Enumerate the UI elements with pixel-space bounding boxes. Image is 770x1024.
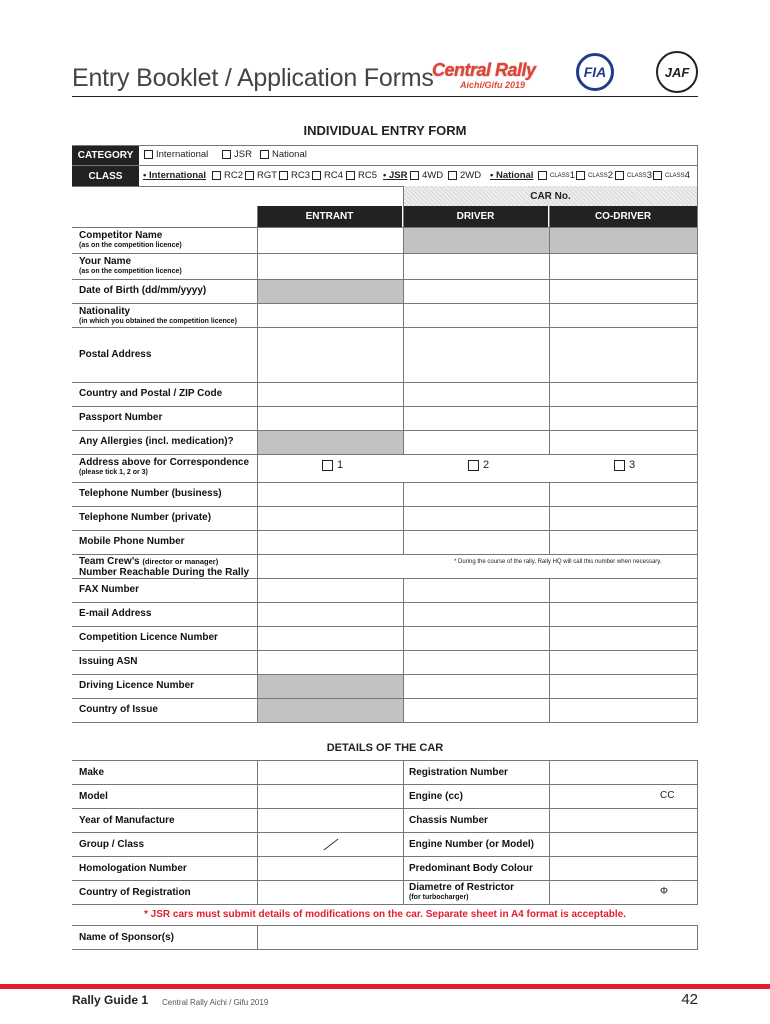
input-cell[interactable] [258, 603, 402, 625]
correspondence-option-1[interactable] [322, 459, 343, 471]
car-input-cell[interactable] [550, 833, 697, 855]
page-number: 42 [681, 991, 698, 1008]
page-title: Entry Booklet / Application Forms [72, 64, 434, 92]
category-option-label: National [272, 149, 307, 160]
input-cell[interactable] [404, 254, 548, 278]
class-group-jsr [383, 170, 410, 181]
input-cell[interactable] [258, 407, 402, 429]
category-option-1[interactable] [222, 149, 252, 160]
checkbox-icon[interactable] [312, 171, 321, 180]
footer-subtitle: Central Rally Aichi / Gifu 2019 [162, 998, 269, 1007]
input-cell[interactable] [550, 254, 697, 278]
car-col-line [257, 760, 258, 904]
field-label-text: Date of Birth (dd/mm/yyyy) [79, 285, 207, 296]
car-field-label-right-0 [409, 767, 508, 778]
input-cell[interactable] [404, 483, 548, 505]
input-cell[interactable] [550, 304, 697, 326]
car-row-line [72, 904, 698, 905]
category-option-label: JSR [234, 149, 252, 160]
disabled-cell [258, 431, 403, 454]
sponsor-line [72, 949, 698, 950]
car-field-label-right-4 [409, 863, 533, 874]
input-cell[interactable] [550, 280, 697, 302]
input-cell[interactable] [404, 431, 548, 453]
field-label-text: Passport Number [79, 412, 163, 423]
footer-bar [0, 984, 770, 989]
jsr-note: * JSR cars must submit details of modifications on the car. Separate sheet in A4 format is acceptable. [144, 909, 626, 920]
field-label-5 [79, 388, 222, 399]
fia-logo-text: FIA [583, 64, 607, 80]
field-label-text: Competitor Name [79, 230, 163, 241]
class-option-rc3[interactable] [279, 170, 310, 181]
field-label-text: Competition Licence Number [79, 632, 218, 643]
class-group-international [143, 170, 209, 181]
disabled-cell [258, 280, 403, 303]
disabled-cell [404, 228, 549, 253]
title-divider [72, 96, 698, 97]
jaf-logo [656, 51, 698, 93]
footer-title: Rally Guide 1 [72, 993, 149, 1007]
car-field-right-text: Predominant Body Colour [409, 863, 533, 874]
class-option-4wd[interactable] [410, 170, 443, 181]
car-field-right-text: Engine (cc) [409, 791, 463, 802]
car-field-label-5: Country of Registration [79, 887, 191, 898]
class-option-rc2[interactable] [212, 170, 243, 181]
input-cell[interactable] [404, 627, 548, 649]
class-option-national-1[interactable] [538, 170, 575, 181]
car-col-line [549, 760, 550, 904]
class-prefix: CLASS [550, 172, 570, 179]
form-title: INDIVIDUAL ENTRY FORM [303, 123, 467, 138]
input-cell[interactable] [258, 383, 402, 405]
class-label: CLASS [72, 166, 139, 186]
field-label-18 [79, 704, 158, 715]
field-label-1 [79, 256, 182, 275]
field-label-text: Mobile Phone Number [79, 536, 185, 547]
col-line [403, 206, 404, 227]
row-line [72, 722, 698, 723]
car-input-cell[interactable] [258, 761, 402, 783]
field-label-text: Issuing ASN [79, 656, 138, 667]
car-field-right-text: Chassis Number [409, 815, 488, 826]
car-input-cell[interactable] [258, 785, 402, 807]
disabled-cell [258, 699, 403, 722]
col-line [549, 227, 550, 253]
checkbox-icon[interactable] [245, 171, 254, 180]
input-cell[interactable] [550, 699, 697, 721]
input-cell[interactable] [550, 579, 697, 601]
checkbox-icon[interactable] [653, 171, 662, 180]
car-field-right-text: Diametre of Restrictor [409, 882, 515, 893]
input-cell[interactable] [258, 228, 402, 252]
input-cell[interactable] [404, 304, 548, 326]
sponsor-input[interactable] [258, 926, 697, 948]
input-cell[interactable] [550, 531, 697, 553]
field-label-text: Driving Licence Number [79, 680, 195, 691]
input-cell[interactable] [404, 383, 548, 405]
input-cell[interactable] [404, 699, 548, 721]
disabled-cell [258, 675, 403, 698]
team-crew-input[interactable] [258, 555, 697, 577]
input-cell[interactable] [258, 328, 402, 381]
class-number: 2 [607, 170, 613, 181]
input-cell[interactable] [550, 407, 697, 429]
column-header-entrant: ENTRANT [257, 206, 402, 227]
car-field-label-3: Group / Class [79, 839, 145, 850]
input-cell[interactable] [258, 483, 402, 505]
input-cell[interactable] [404, 531, 548, 553]
input-cell[interactable] [404, 407, 548, 429]
car-field-label-2: Year of Manufacture [79, 815, 175, 826]
car-input-cell[interactable] [550, 809, 697, 831]
checkbox-icon[interactable] [576, 171, 585, 180]
car-input-cell[interactable] [258, 857, 402, 879]
input-cell[interactable] [550, 383, 697, 405]
class-group-national-text: • National [490, 170, 534, 181]
checkbox-icon[interactable] [410, 171, 419, 180]
field-label-16 [79, 656, 138, 667]
field-label-sub: (as on the competition licence) [79, 268, 182, 275]
checkbox-icon[interactable] [346, 171, 355, 180]
field-label-0 [79, 230, 182, 249]
car-field-label-1: Model [79, 791, 108, 802]
field-label-inline: (director or manager) [142, 557, 219, 566]
class-group-international-text: • International [143, 170, 206, 181]
class-prefix: CLASS [665, 172, 685, 179]
class-number: 4 [684, 170, 690, 181]
correspondence-number: 2 [483, 459, 490, 471]
correspondence-number: 1 [337, 459, 344, 471]
correspondence-option-3[interactable] [614, 459, 635, 471]
category-option-0[interactable] [144, 149, 208, 160]
field-label-sub: (in which you obtained the competition licence) [79, 318, 237, 325]
class-option-label: RGT [257, 170, 278, 181]
field-label-text: FAX Number [79, 584, 140, 595]
class-option-rc5[interactable] [346, 170, 377, 181]
field-label-text: Country of Issue [79, 704, 158, 715]
car-field-label-right-2 [409, 815, 488, 826]
checkbox-icon[interactable] [144, 150, 153, 159]
field-label-text: Telephone Number (business) [79, 488, 222, 499]
field-label-12 [79, 556, 249, 578]
class-group-jsr-text: • JSR [383, 170, 408, 181]
field-label-6 [79, 412, 162, 423]
input-cell[interactable] [258, 627, 402, 649]
input-cell[interactable] [550, 483, 697, 505]
class-option-label: RC2 [224, 170, 244, 181]
col-line [403, 227, 404, 253]
input-cell[interactable] [258, 579, 402, 601]
field-label-11 [79, 536, 185, 547]
column-header-driver: DRIVER [403, 206, 548, 227]
car-input-cell[interactable] [258, 881, 402, 903]
category-top-line [72, 145, 698, 146]
class-prefix: CLASS [588, 172, 608, 179]
input-cell[interactable] [404, 579, 548, 601]
field-label-10 [79, 512, 211, 523]
input-cell[interactable] [550, 507, 697, 529]
car-field-label-right-3 [409, 839, 534, 850]
car-input-cell[interactable] [550, 761, 697, 783]
field-label-8 [79, 457, 249, 476]
input-cell[interactable] [258, 304, 402, 326]
category-label: CATEGORY [72, 146, 139, 165]
checkbox-icon[interactable] [222, 150, 231, 159]
car-field-label-0: Make [79, 767, 105, 778]
central-rally-logo: Central Rally [432, 60, 536, 80]
class-option-national-2[interactable] [576, 170, 613, 181]
class-option-rgt[interactable] [245, 170, 277, 181]
input-cell[interactable] [404, 280, 548, 302]
fia-logo [576, 53, 614, 91]
unit-label: Φ [660, 886, 668, 897]
car-input-cell[interactable] [550, 857, 697, 879]
field-label-sub: (please tick 1, 2 or 3) [79, 469, 148, 476]
category-mid-line [72, 165, 698, 166]
car-no-left-line [403, 186, 404, 206]
input-cell[interactable] [258, 531, 402, 553]
class-option-2wd[interactable] [448, 170, 481, 181]
car-field-label-right-1 [409, 791, 463, 802]
field-label-text: E-mail Address [79, 608, 152, 619]
disabled-cell [550, 228, 698, 253]
class-number: 1 [569, 170, 575, 181]
field-label-2 [79, 285, 206, 296]
field-label-text-2: Number Reachable During the Rally [79, 567, 250, 578]
column-header-co-driver: CO-DRIVER [549, 206, 697, 227]
input-cell[interactable] [404, 651, 548, 673]
input-cell[interactable] [550, 431, 697, 453]
category-option-label: International [156, 149, 209, 160]
checkbox-icon[interactable] [614, 460, 625, 471]
class-option-national-3[interactable] [615, 170, 652, 181]
field-label-15 [79, 632, 218, 643]
checkbox-icon[interactable] [448, 171, 457, 180]
checkbox-icon[interactable] [538, 171, 547, 180]
checkbox-icon[interactable] [322, 460, 333, 471]
class-option-label: 4WD [422, 170, 444, 181]
class-option-rc4[interactable] [312, 170, 343, 181]
checkbox-icon[interactable] [468, 460, 479, 471]
car-field-right-sub: (for turbocharger) [409, 894, 469, 901]
field-label-9 [79, 488, 222, 499]
input-cell[interactable] [404, 328, 548, 381]
car-field-label-4: Homologation Number [79, 863, 187, 874]
input-cell[interactable] [550, 603, 697, 625]
col-line [549, 206, 550, 227]
class-option-label: 2WD [460, 170, 482, 181]
input-cell[interactable] [550, 627, 697, 649]
jaf-logo-text: JAF [664, 64, 690, 80]
field-label-text: Address above for Correspondence [79, 457, 250, 468]
car-input-cell[interactable] [550, 881, 697, 903]
class-option-label: RC3 [291, 170, 311, 181]
class-number: 3 [646, 170, 652, 181]
field-label-text: Country and Postal / ZIP Code [79, 388, 223, 399]
class-option-label: RC5 [358, 170, 378, 181]
input-cell[interactable] [404, 675, 548, 697]
input-cell[interactable] [404, 603, 548, 625]
category-option-2[interactable] [260, 149, 307, 160]
input-cell[interactable] [258, 507, 402, 529]
checkbox-icon[interactable] [212, 171, 221, 180]
category-right-line [697, 145, 698, 186]
field-label-13 [79, 584, 139, 595]
checkbox-icon[interactable] [615, 171, 624, 180]
field-label-3 [79, 306, 237, 325]
input-cell[interactable] [550, 675, 697, 697]
checkbox-icon[interactable] [260, 150, 269, 159]
field-label-7 [79, 436, 234, 447]
car-field-right-text: Registration Number [409, 767, 508, 778]
car-number-header: CAR No. [403, 186, 698, 206]
class-group-national [490, 170, 536, 181]
input-cell[interactable] [404, 507, 548, 529]
class-option-label: RC4 [324, 170, 344, 181]
car-input-cell[interactable] [550, 785, 697, 807]
input-cell[interactable] [550, 328, 697, 381]
field-label-text: Telephone Number (private) [79, 512, 212, 523]
input-cell[interactable] [258, 651, 402, 673]
col-line [697, 186, 698, 722]
row-line [72, 454, 698, 455]
field-label-17 [79, 680, 194, 691]
car-col-line [403, 760, 404, 904]
sponsor-label: Name of Sponsor(s) [79, 932, 175, 943]
field-label-4 [79, 349, 151, 360]
car-input-cell[interactable] [258, 809, 402, 831]
field-label-sub: (as on the competition licence) [79, 242, 182, 249]
correspondence-number: 3 [629, 459, 636, 471]
class-prefix: CLASS [627, 172, 647, 179]
field-label-text: Nationality [79, 306, 131, 317]
car-field-right-text: Engine Number (or Model) [409, 839, 534, 850]
correspondence-option-2[interactable] [468, 459, 489, 471]
car-field-label-right-5 [409, 882, 514, 901]
car-col-line [697, 760, 698, 904]
input-cell[interactable] [258, 254, 402, 278]
field-label-text: Postal Address [79, 348, 152, 360]
unit-label: CC [660, 790, 675, 801]
field-label-text: Team Crew’s [79, 556, 140, 567]
team-crew-note: * During the course of the rally, Rally HQ will call this number when necessary. [454, 559, 662, 565]
field-label-text: Your Name [79, 256, 132, 267]
central-rally-logo-sub: Aichi/Gifu 2019 [460, 80, 526, 90]
input-cell[interactable] [550, 651, 697, 673]
checkbox-icon[interactable] [279, 171, 288, 180]
field-label-14 [79, 608, 151, 619]
sponsor-col-line [697, 925, 698, 949]
car-details-title: DETAILS OF THE CAR [326, 742, 444, 754]
field-label-text: Any Allergies (incl. medication)? [79, 436, 234, 447]
class-option-national-4[interactable] [653, 170, 690, 181]
